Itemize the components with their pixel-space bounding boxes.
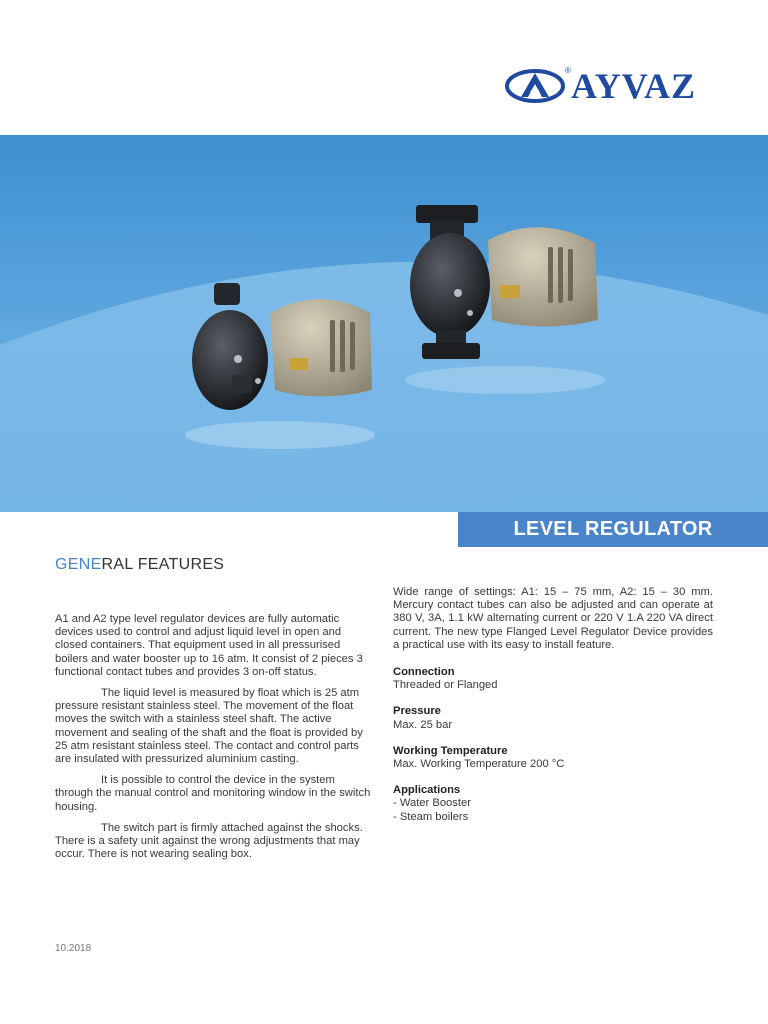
feature-paragraph: The switch part is firmly attached against the shocks. There is a safety unit against the wrong adjustments that may occur. There is not wearing sealing box. [55, 821, 363, 861]
hero-product-image [0, 135, 768, 512]
product-title: LEVEL REGULATOR [513, 518, 713, 540]
settings-paragraph: Wide range of settings: A1: 15 – 75 mm, A2: 15 – 30 mm. Mercury contact tubes can also be adjusted and can operate at 380 V, 3A, 1.1 kW alternating current or 220 V 1.A 220 VA direct current. The new type Flanged Level Regulator Device provides a practical use with its easy to install feature. [393, 586, 713, 651]
spec-label: Working Temperature [393, 744, 508, 757]
application-item: - Steam boilers [393, 810, 469, 823]
ayvaz-logo-icon [505, 69, 565, 103]
spec-label: Pressure [393, 705, 441, 718]
product-title-banner [458, 512, 768, 547]
brand-name: AYVAZ [571, 66, 697, 106]
spec-value: Max. 25 bar [393, 718, 453, 731]
registered-mark: ® [565, 66, 571, 75]
spec-label: Applications [393, 784, 461, 797]
features-right-column [393, 586, 713, 837]
spec-connection [393, 666, 713, 692]
feature-paragraph: It is possible to control the device in the system through the manual control and monitoring window in the switch housing. [55, 774, 371, 813]
spec-value: Max. Working Temperature 200 °C [393, 758, 565, 771]
feature-paragraph: A1 and A2 type level regulator devices are fully automatic devices used to control and adjust liquid level in open and closed containers. That equipment used in all pressurised boilers and water booster up to 16 atm. It consist of 2 pieces 3 functional contact tubes and provides 3 on-off status. [55, 613, 363, 678]
footer-date: 10.2018 [55, 943, 92, 954]
section-title-accent: GENE [55, 556, 102, 573]
spec-pressure [393, 705, 713, 731]
section-title [55, 556, 224, 574]
spec-value: Threaded or Flanged [393, 679, 498, 692]
application-item: - Water Booster [393, 797, 471, 810]
spec-label: Connection [393, 666, 455, 679]
product-photo [0, 135, 768, 512]
brand-logo [505, 66, 696, 106]
feature-paragraph: The liquid level is measured by float which is 25 atm pressure resistant stainless steel. The movement of the float moves the switch with a stainless steel shaft. The active movement and sealing of the shaft and the float is provided by 25 atm resistant stainless steel. The contact and control parts are insulated with pressurized aluminium casting. [55, 687, 363, 766]
section-title-rest: RAL FEATURES [101, 556, 225, 573]
features-left-column [55, 613, 373, 869]
spec-working-temperature [393, 745, 713, 771]
spec-applications [393, 784, 713, 824]
